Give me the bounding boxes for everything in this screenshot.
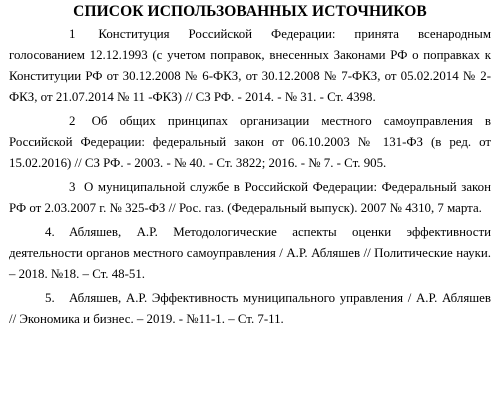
reference-entry-4 (9, 222, 491, 285)
reference-entry-3 (9, 177, 491, 219)
reference-number: 3 (69, 180, 76, 194)
reference-number: 5. (45, 291, 55, 305)
reference-text: О муниципальной службе в Российской Федерации: Федеральный закон РФ от 2.03.2007 г. № 325-ФЗ // Рос. газ. (Федеральный выпуск). 2007 № 4310, 7 марта. (9, 180, 491, 215)
page-title: СПИСОК ИСПОЛЬЗОВАННЫХ ИСТОЧНИКОВ (73, 3, 427, 20)
reference-number: 2 (69, 114, 76, 128)
reference-text: Конституция Российской Федерации: принята всенародным голосованием 12.12.1993 (с учетом поправок, внесенных Законами РФ о поправках к Конституции РФ от 30.12.2008 № 6-ФКЗ, от 30.12.2008 № 7-ФКЗ, от 05.02.2014 № 2-ФКЗ, от 21.07.2014 № 11 -ФКЗ) // СЗ РФ. - 2014. - № 31. - Ст. 4398. (9, 27, 491, 104)
reference-entry-5 (9, 288, 491, 330)
reference-text: Абляшев, А.Р. Эффективность муниципального управления / А.Р. Абляшев // Экономика и бизнес. – 2019. - №11-1. – Ст. 7-11. (9, 291, 491, 326)
reference-number: 4. (45, 225, 55, 239)
reference-entry-2 (9, 111, 491, 174)
reference-number: 1 (69, 27, 76, 41)
reference-text: Абляшев, А.Р. Методологические аспекты оценки эффективности деятельности органов местного самоуправления / А.Р. Абляшев // Политические науки. – 2018. №18. – Ст. 48-51. (9, 225, 491, 281)
reference-text: Об общих принципах организации местного самоуправления в Российской Федерации: федеральный закон от 06.10.2003 № 131-ФЗ (в ред. от 15.02.2016) // СЗ РФ. - 2003. - № 40. - Ст. 3822; 2016. - № 7. - Ст. 905. (9, 114, 491, 170)
reference-entry-1 (9, 24, 491, 108)
